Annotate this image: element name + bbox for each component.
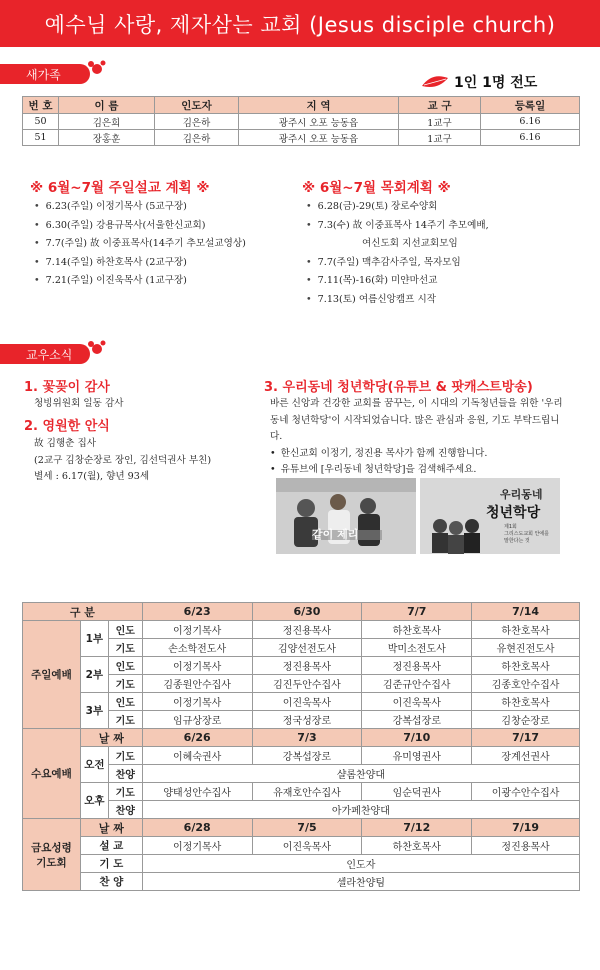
table-row: [23, 693, 580, 711]
list-item: • 7.7(주일) 故 이중표목사(14주기 추모설교영상): [34, 235, 246, 254]
studio-image: [276, 478, 416, 554]
photo2-sub2: 그리스도교회 안에를: [504, 531, 550, 537]
flower-icon: [86, 58, 108, 80]
pastoral-plan-title: ※ 6월~7월 목회계획 ※: [302, 180, 451, 196]
news-bullets: [270, 446, 570, 479]
cell: 강복섭장로: [362, 711, 472, 729]
photo2-sub1: 제1회: [504, 524, 517, 530]
photo1-caption: 같이 제리: [312, 528, 359, 541]
date-header: 7/7: [362, 603, 472, 621]
table-row: [23, 837, 580, 855]
news-line: (2교구 김창순장로 장인, 김선덕권사 부친): [34, 454, 212, 466]
wednesday-service-label: 수요예배: [23, 729, 81, 819]
role-prayer: 기도: [108, 675, 142, 693]
motto-text: 1인 1명 전도: [454, 75, 538, 91]
news-tag: [0, 344, 90, 364]
cell: 이진욱목사: [252, 693, 362, 711]
cell: 김은하: [155, 114, 239, 130]
role-prayer: 기도: [108, 783, 142, 801]
cell: 하찬호목사: [362, 837, 472, 855]
list-item: • 한신교회 이정기, 정진용 목사가 함께 진행합니다.: [270, 446, 570, 463]
table-row: [23, 747, 580, 765]
new-family-tag-label: 새가족: [26, 67, 61, 82]
photo2-title: 우리동네: [500, 488, 543, 501]
role-lead: 인도: [108, 657, 142, 675]
col-date: 등록일: [481, 97, 580, 114]
table-row: [23, 130, 580, 146]
cell: 하찬호목사: [362, 621, 472, 639]
cell: 6.16: [481, 114, 580, 130]
morning-label: 오전: [80, 747, 108, 783]
news-item2-text: [34, 436, 211, 486]
table-row: [23, 603, 580, 621]
role-prayer: 기도: [108, 711, 142, 729]
cell: 이혜숙권사: [142, 747, 252, 765]
col-number: 번 호: [23, 97, 59, 114]
role-choir: 찬 양: [80, 873, 142, 891]
list-item: • 7.14(주일) 하찬호목사 (2교구장): [34, 254, 246, 273]
table-row: [23, 873, 580, 891]
cell: 샬롬찬양대: [142, 765, 579, 783]
cell: 박미소전도사: [362, 639, 472, 657]
cell: 이진욱목사: [362, 693, 472, 711]
cell: 김은희: [59, 114, 155, 130]
cell: 손소학전도사: [142, 639, 252, 657]
cell: 김준규안수집사: [362, 675, 472, 693]
cell: 김창순장로: [472, 711, 580, 729]
cell: 김진두안수집사: [252, 675, 362, 693]
sermon-plan-list: [34, 198, 246, 291]
photo2-subtitle: [504, 524, 549, 545]
new-family-tag: [0, 64, 90, 84]
list-item: • 6.28(금)-29(토) 장로수양회: [306, 198, 489, 217]
cell: 광주시 오포 능동읍: [239, 130, 399, 146]
table-row: [23, 114, 580, 130]
cell: 김종원안수집사: [142, 675, 252, 693]
photo2-sub3: 말한다는 것: [504, 538, 530, 544]
date-header: 7/17: [472, 729, 580, 747]
cell: 이진욱목사: [252, 837, 362, 855]
list-item: • 유튜브에 [우리동네 청년학당]을 검색해주세요.: [270, 462, 570, 479]
date-header: 7/5: [252, 819, 362, 837]
cell: 유미영권사: [362, 747, 472, 765]
cell: 이정기목사: [142, 657, 252, 675]
cell: 김은하: [155, 130, 239, 146]
cell: 광주시 오포 능동읍: [239, 114, 399, 130]
cell: 50: [23, 114, 59, 130]
role-prayer: 기도: [108, 747, 142, 765]
news-line: 故 김행춘 집사: [34, 438, 97, 449]
news-item1-text: 청빙위원회 일동 감사: [34, 398, 124, 409]
cell: 하찬호목사: [472, 693, 580, 711]
cell: 셀라찬양팀: [142, 873, 579, 891]
news-paragraph: 바른 신앙과 건강한 교회를 꿈꾸는, 이 시대의 기독청년들을 위한 '우리동네 청년학당'이 시작되었습니다. 많은 관심과 응원, 기도 부탁드립니다.: [270, 398, 563, 442]
cell: 정진용목사: [252, 621, 362, 639]
date-header: 7/3: [252, 729, 362, 747]
col-guide: 인도자: [155, 97, 239, 114]
col-name: 이 름: [59, 97, 155, 114]
cell: 정국성장로: [252, 711, 362, 729]
youth-studio-photo: [276, 478, 416, 554]
service-1-label: 1부: [80, 621, 108, 657]
cell: 하찬호목사: [472, 657, 580, 675]
cell: 이정기목사: [142, 621, 252, 639]
date-label: 날 짜: [80, 819, 142, 837]
youth-logo-image: [420, 478, 560, 554]
cell: 이광수안수집사: [472, 783, 580, 801]
news-item2-title: 2. 영원한 안식: [24, 419, 110, 434]
role-choir: 찬양: [108, 801, 142, 819]
table-row: [23, 657, 580, 675]
photo2-title2: 청년학당: [486, 505, 541, 521]
list-item: • 7.21(주일) 이진욱목사 (1교구장): [34, 272, 246, 291]
cell: 유재호안수집사: [252, 783, 362, 801]
cell: 1교구: [399, 114, 481, 130]
date-header: 6/23: [142, 603, 252, 621]
header-category: 구 분: [23, 603, 143, 621]
leaf-icon: [420, 74, 450, 90]
role-lead: 인도: [108, 693, 142, 711]
date-header: 6/26: [142, 729, 252, 747]
role-lead: 인도: [108, 621, 142, 639]
list-item: • 7.11(목)-16(화) 미얀마선교: [306, 272, 489, 291]
church-banner: 예수님 사랑, 제자삼는 교회 (Jesus disciple church): [0, 0, 600, 47]
cell: 하찬호목사: [472, 621, 580, 639]
friday-label-line2: 기도회: [36, 856, 67, 869]
evangelism-motto: [420, 72, 537, 92]
cell: 장홍훈: [59, 130, 155, 146]
new-family-table: [22, 96, 580, 146]
friday-label-line1: 금요성령: [31, 841, 72, 854]
cell: 51: [23, 130, 59, 146]
date-label: 날 짜: [80, 729, 142, 747]
cell: 김종호안수집사: [472, 675, 580, 693]
cell: 정진용목사: [252, 657, 362, 675]
friday-service-label: [23, 819, 81, 891]
table-row: [23, 855, 580, 873]
col-district: 교 구: [399, 97, 481, 114]
cell: 정진용목사: [472, 837, 580, 855]
cell: 유현진전도사: [472, 639, 580, 657]
role-choir: 찬양: [108, 765, 142, 783]
list-item: • 6.30(주일) 강용규목사(서울한신교회): [34, 217, 246, 236]
table-row: [23, 783, 580, 801]
sermon-plan-title: ※ 6월~7월 주일설교 계획 ※: [30, 180, 210, 196]
cell: 김양선전도사: [252, 639, 362, 657]
cell: 장계선권사: [472, 747, 580, 765]
news-item1-title: 1. 꽃꽂이 감사: [24, 380, 110, 395]
cell: 양태성안수집사: [142, 783, 252, 801]
col-region: 지 역: [239, 97, 399, 114]
afternoon-label: 오후: [80, 783, 108, 819]
role-prayer: 기도: [108, 639, 142, 657]
cell: 1교구: [399, 130, 481, 146]
list-item: • 6.23(주일) 이정기목사 (5교구장): [34, 198, 246, 217]
list-item: • 7.7(주일) 맥추감사주일, 목자모임: [306, 254, 489, 273]
pastoral-plan-list: [306, 198, 489, 310]
sunday-service-label: 주일예배: [23, 621, 81, 729]
cell: 임규상장로: [142, 711, 252, 729]
list-item: 여신도회 지선교회모임: [362, 238, 458, 250]
table-row: [23, 729, 580, 747]
role-prayer: 기 도: [80, 855, 142, 873]
cell: 아가페찬양대: [142, 801, 579, 819]
list-item: • 7.13(토) 여름신앙캠프 시작: [306, 291, 489, 310]
table-row: [23, 621, 580, 639]
role-sermon: 설 교: [80, 837, 142, 855]
service-2-label: 2부: [80, 657, 108, 693]
news-item3-title: 3. 우리동네 청년학당(유튜브 & 팟캐스트방송): [264, 380, 533, 395]
date-header: 7/19: [472, 819, 580, 837]
date-header: 7/12: [362, 819, 472, 837]
date-header: 6/30: [252, 603, 362, 621]
date-header: 7/10: [362, 729, 472, 747]
cell: 강복섭장로: [252, 747, 362, 765]
date-header: 7/14: [472, 603, 580, 621]
list-item: • 7.3(수) 故 이중표목사 14주기 추모예배,: [306, 217, 489, 236]
service-3-label: 3부: [80, 693, 108, 729]
cell: 인도자: [142, 855, 579, 873]
flower-icon: [86, 338, 108, 360]
cell: 정진용목사: [362, 657, 472, 675]
news-item3-text: [270, 396, 570, 479]
table-row: [23, 819, 580, 837]
cell: 이정기목사: [142, 837, 252, 855]
cell: 6.16: [481, 130, 580, 146]
news-tag-label: 교우소식: [26, 347, 73, 362]
cell: 임순덕권사: [362, 783, 472, 801]
cell: 이정기목사: [142, 693, 252, 711]
date-header: 6/28: [142, 819, 252, 837]
news-line: 별세 : 6.17(월), 향년 93세: [34, 471, 150, 482]
worship-duty-table: [22, 602, 580, 891]
